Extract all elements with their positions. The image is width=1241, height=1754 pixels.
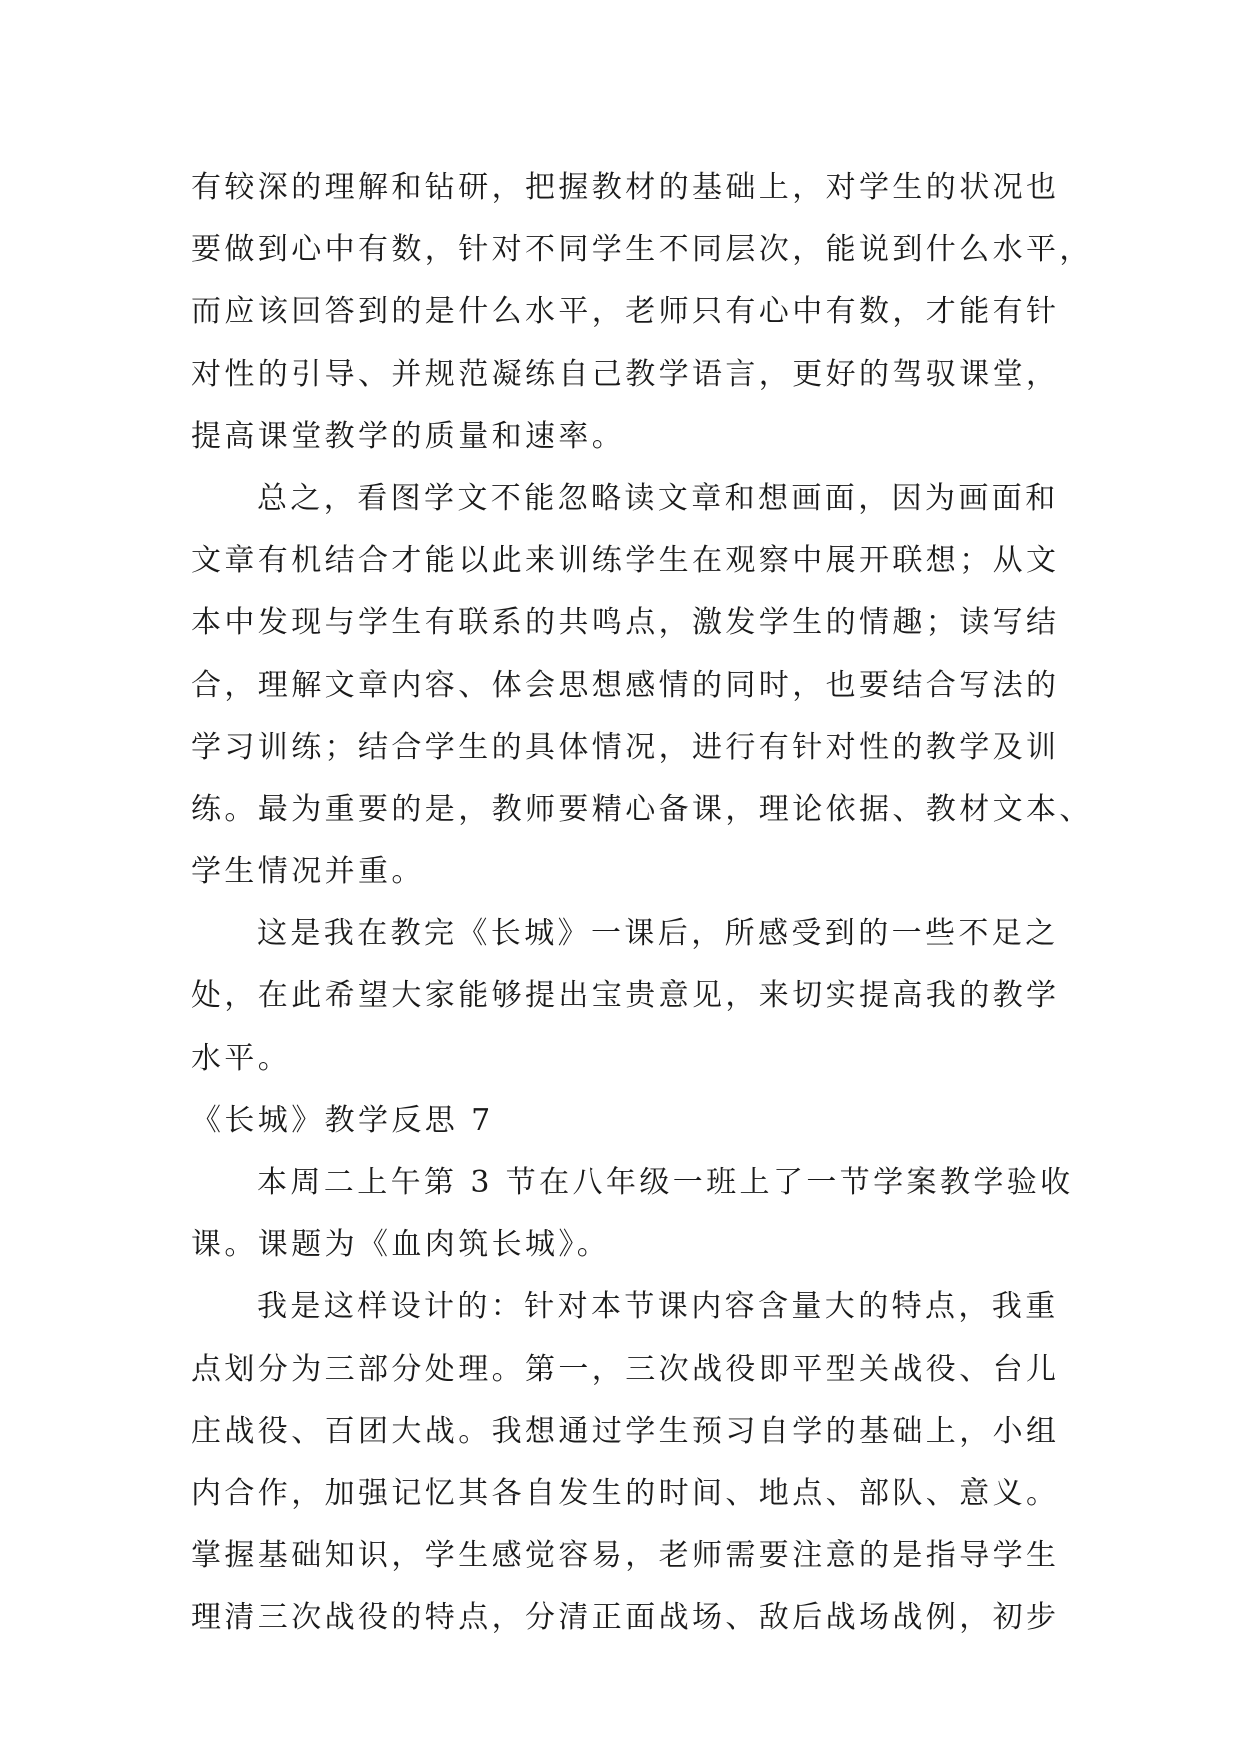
text-line: 本中发现与学生有联系的共鸣点，激发学生的情趣；读写结 (191, 605, 1060, 641)
text-line: 总之，看图学文不能忽略读文章和想画面，因为画面和 (257, 480, 1059, 516)
text-line: 文章有机结合才能以此来训练学生在观察中展开联想；从文 (191, 543, 1060, 579)
text-line: 本周二上午第 3 节在八年级一班上了一节学案教学验收 (257, 1165, 1074, 1200)
text-line: 练。最为重要的是，教师要精心备课，理论依据、教材文本、 (191, 791, 1093, 827)
text-line: 处，在此希望大家能够提出宝贵意见，来切实提高我的教学 (191, 978, 1060, 1014)
text-line: 有较深的理解和钻研，把握教材的基础上，对学生的状况也 (191, 170, 1060, 205)
text-line: 点划分为三部分处理。第一，三次战役即平型关战役、台儿 (191, 1351, 1060, 1387)
paragraph (191, 468, 1093, 903)
text-line: 水平。 (191, 1040, 292, 1076)
text-line: 合，理解文章内容、体会思想感情的同时，也要结合写法的 (191, 667, 1060, 703)
text-line: 我是这样设计的：针对本节课内容含量大的特点，我重 (257, 1289, 1059, 1325)
paragraph (191, 1276, 1071, 1649)
text-line: 学生情况并重。 (191, 854, 425, 890)
text-line: 内合作，加强记忆其各自发生的时间、地点、部队、意义。 (191, 1475, 1060, 1511)
paragraph (191, 157, 1093, 468)
text-line: 而应该回答到的是什么水平，老师只有心中有数，才能有针 (191, 294, 1060, 330)
document-body (191, 157, 1093, 1650)
text-line: 理清三次战役的特点，分清正面战场、敌后战场战例，初步 (191, 1600, 1060, 1636)
paragraph (191, 903, 1071, 1090)
text-line: 提高课堂教学的质量和速率。 (191, 418, 626, 454)
paragraph (191, 1152, 1074, 1276)
text-line: 对性的引导、并规范凝练自己教学语言，更好的驾驭课堂， (191, 356, 1060, 392)
text-line: 这是我在教完《长城》一课后，所感受到的一些不足之 (257, 916, 1059, 952)
text-line: 要做到心中有数，针对不同学生不同层次，能说到什么水平， (191, 232, 1093, 268)
text-line: 庄战役、百团大战。我想通过学生预习自学的基础上，小组 (191, 1413, 1060, 1449)
section-title: 《长城》教学反思 7 (191, 1102, 494, 1138)
text-line: 课。课题为《血肉筑长城》。 (191, 1227, 611, 1263)
text-line: 掌握基础知识，学生感觉容易，老师需要注意的是指导学生 (191, 1538, 1060, 1574)
text-line: 学习训练；结合学生的具体情况，进行有针对性的教学及训 (191, 729, 1060, 765)
